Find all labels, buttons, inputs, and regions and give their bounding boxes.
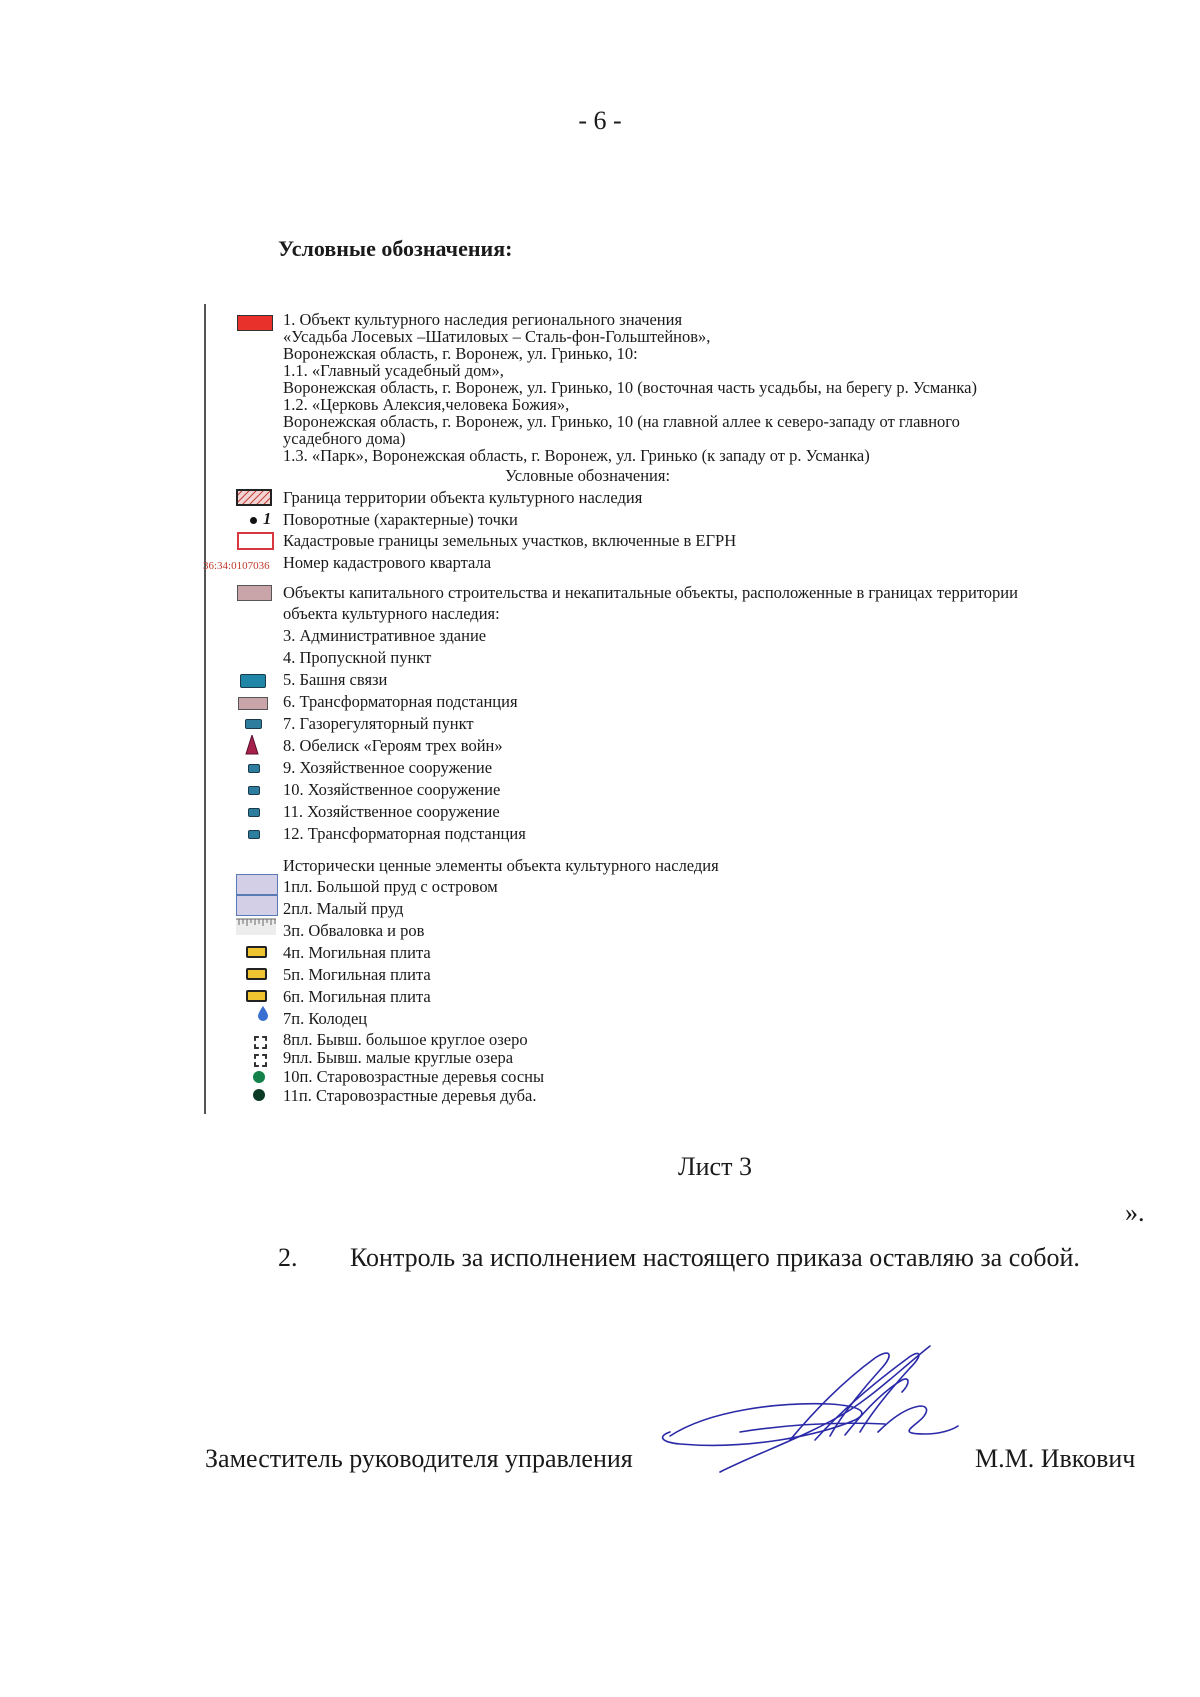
historic-item-2: 2пл. Малый пруд [283,899,404,918]
grave-plate-6-swatch [246,990,267,1002]
capital-item-7: 7. Газорегуляторный пункт [283,714,474,733]
small-pond-swatch [236,895,278,916]
object-line-9: 1.3. «Парк», Воронежская область, г. Воронеж, ул. Гринько (к западу от р. Усманка) [283,446,870,465]
pine-tree-dot-icon [253,1071,265,1083]
turning-points-label: Поворотные (характерные) точки [283,510,518,529]
capital-heading-2: объекта культурного наследия: [283,604,500,623]
grave-plate-5-swatch [246,968,267,980]
object-line-7: Воронежская область, г. Воронеж, ул. Гринько, 10 (на главной аллее к северо-западу от главного [283,412,960,431]
capital-heading-1: Объекты капитального строительства и некапитальные объекты, расположенные в границах территории [283,583,1018,602]
signatory-position: Заместитель руководителя управления [205,1444,633,1473]
capital-item-11: 11. Хозяйственное сооружение [283,802,500,821]
capital-item-4: 4. Пропускной пункт [283,648,432,667]
cadastral-boundary-swatch [237,532,274,550]
household-building-10-swatch [248,786,260,795]
order-item-number: 2. [278,1243,298,1272]
grave-plate-4-swatch [246,946,267,958]
household-building-11-swatch [248,808,260,817]
capital-item-6: 6. Трансформаторная подстанция [283,692,518,711]
page-number: - 6 - [578,106,622,135]
well-drop-icon [258,1006,268,1021]
signatory-name: М.М. Ивкович [975,1444,1136,1473]
object-line-2: «Усадьба Лосевых –Шатиловых – Сталь-фон-Гольштейнов», [283,327,711,346]
handwritten-signature [640,1340,960,1480]
object-line-8: усадебного дома) [283,429,406,448]
historic-item-6: 6п. Могильная плита [283,987,431,1006]
oak-tree-dot-icon [253,1089,265,1101]
historic-item-5: 5п. Могильная плита [283,965,431,984]
quarter-label: Номер кадастрового квартала [283,553,492,572]
object-line-4: 1.1. «Главный усадебный дом», [283,361,504,380]
object-line-5: Воронежская область, г. Воронеж, ул. Гринько, 10 (восточная часть усадьбы, на берегу р. Усманка) [283,378,977,397]
order-item-text: Контроль за исполнением настоящего приказа оставляю за собой. [350,1243,1080,1272]
obelisk-icon [245,735,259,755]
capital-item-3: 3. Административное здание [283,626,487,645]
boundary-label: Граница территории объекта культурного наследия [283,488,643,507]
historic-item-4: 4п. Могильная плита [283,943,431,962]
historic-heading: Исторически ценные элементы объекта культурного наследия [283,856,719,875]
capital-objects-swatch [237,585,272,601]
object-line-6: 1.2. «Церковь Алексия,человека Божия», [283,395,570,414]
household-building-9-swatch [248,764,260,773]
cadastral-label: Кадастровые границы земельных участков, включенные в ЕГРН [283,531,737,550]
historic-item-11: 11п. Старовозрастные деревья дуба. [283,1086,537,1105]
embankment-ditch-swatch [236,917,276,935]
capital-item-5: 5. Башня связи [283,670,388,689]
turning-point-marker: 1 [263,509,272,528]
historic-item-1: 1пл. Большой пруд с островом [283,877,498,896]
historic-item-3: 3п. Обваловка и ров [283,921,425,940]
historic-item-7: 7п. Колодец [283,1009,368,1028]
quarter-code: 36:34:0107036 [203,560,270,572]
capital-item-10: 10. Хозяйственное сооружение [283,780,501,799]
capital-item-9: 9. Хозяйственное сооружение [283,758,493,777]
historic-item-9: 9пл. Бывш. малые круглые озера [283,1048,514,1067]
tower-swatch [240,674,266,688]
historic-item-8: 8пл. Бывш. большое круглое озеро [283,1030,528,1049]
closing-quote: ». [1125,1198,1145,1227]
object-line-1: 1. Объект культурного наследия регионального значения [283,310,683,329]
capital-item-12: 12. Трансформаторная подстанция [283,824,526,843]
sheet-label: Лист 3 [678,1152,752,1181]
substation-swatch [238,697,268,710]
capital-item-8: 8. Обелиск «Героям трех войн» [283,736,503,755]
legend-frame-line [204,304,206,1114]
turning-point-dot-icon [250,517,257,524]
legend-title: Условные обозначения: [278,236,513,261]
former-big-lake-swatch [254,1036,267,1049]
substation-12-swatch [248,830,260,839]
object-line-3: Воронежская область, г. Воронеж, ул. Гринько, 10: [283,344,638,363]
gas-point-swatch [245,719,262,729]
former-small-lakes-swatch [254,1054,267,1067]
hatched-boundary-swatch [236,489,272,506]
heritage-object-swatch [237,315,273,331]
historic-item-10: 10п. Старовозрастные деревья сосны [283,1067,545,1086]
legend-subtitle: Условные обозначения: [505,466,671,485]
big-pond-swatch [236,874,278,895]
